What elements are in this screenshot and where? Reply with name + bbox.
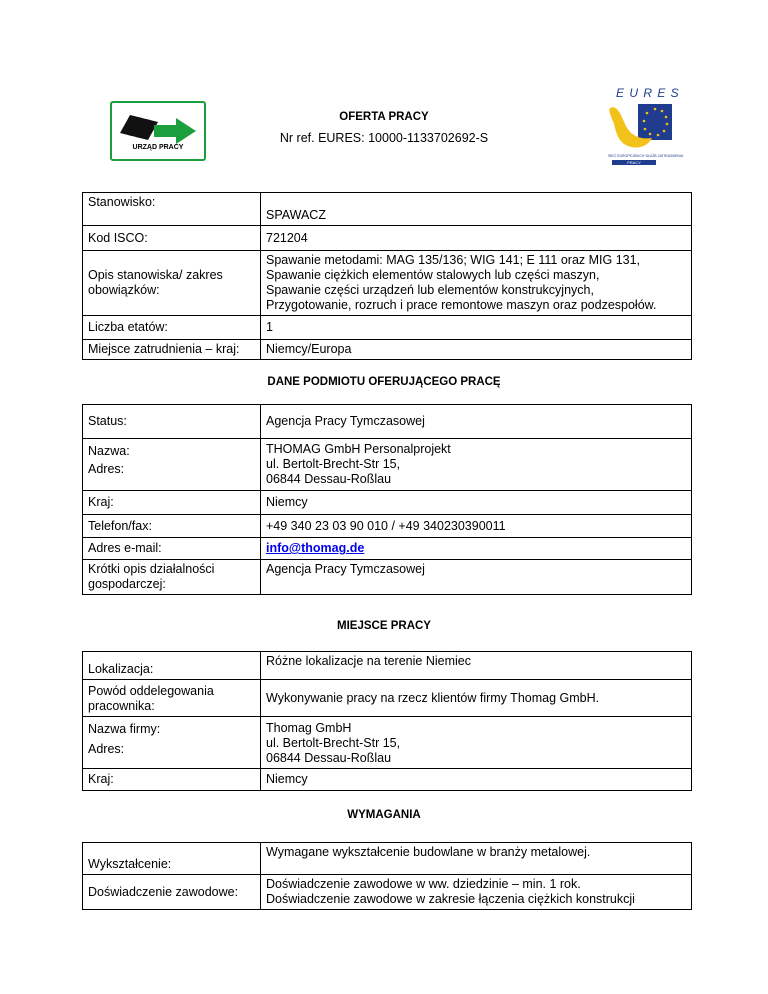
stanowisko-label: Stanowisko: (83, 193, 261, 226)
etaty-label: Liczba etatów: (83, 316, 261, 340)
telefon-label: Telefon/fax: (83, 515, 261, 538)
isco-label: Kod ISCO: (83, 226, 261, 251)
eures-logo-text: E U R E S (616, 86, 680, 100)
email-label: Adres e-mail: (83, 538, 261, 560)
address-line: 06844 Dessau-Roßlau (266, 751, 392, 765)
workplace-address (261, 717, 692, 769)
page-title: OFERTA PRACY (339, 111, 429, 123)
table-row (83, 652, 692, 680)
doswiadczenie-line: Doświadczenie zawodowe w ww. dziedzinie – min. 1 rok. (266, 877, 581, 891)
table-row (83, 680, 692, 717)
doswiadczenie-line: Doświadczenie zawodowe w zakresie łączenia ciężkich konstrukcji (266, 892, 635, 906)
eures-logo (602, 86, 682, 168)
table-row (83, 769, 692, 791)
opis-line: Spawanie części urządzeń lub elementów konstrukcyjnych, (266, 283, 594, 297)
table-row (83, 251, 692, 316)
lokalizacja-value: Różne lokalizacje na terenie Niemiec (261, 652, 692, 680)
opis-line: Spawanie ciężkich elementów stalowych lub części maszyn, (266, 268, 600, 282)
kraj-value: Niemcy (261, 491, 692, 515)
table-row (83, 340, 692, 360)
firma-adres-label (83, 717, 261, 769)
status-label: Status: (83, 405, 261, 439)
workplace-table (82, 651, 692, 791)
kraj-label: Kraj: (83, 769, 261, 791)
employer-address (261, 439, 692, 491)
urzad-pracy-logo-text: URZĄD PRACY (132, 144, 184, 151)
table-row (83, 717, 692, 769)
telefon-value: +49 340 23 03 90 010 / +49 340230390011 (261, 515, 692, 538)
table-row (83, 491, 692, 515)
address-line: 06844 Dessau-Roßlau (266, 472, 392, 486)
table-row (83, 560, 692, 595)
kraj-label: Kraj: (83, 491, 261, 515)
table-row (83, 515, 692, 538)
doswiadczenie-label: Doświadczenie zawodowe: (83, 875, 261, 910)
table-row (83, 316, 692, 340)
job-table (82, 192, 692, 360)
workplace-heading: MIEJSCE PRACY (337, 620, 431, 632)
opis-dzialalnosci-value: Agencja Pracy Tymczasowej (261, 560, 692, 595)
requirements-table (82, 842, 692, 910)
table-row (83, 875, 692, 910)
opis-label: Opis stanowiska/ zakres obowiązków: (83, 251, 261, 316)
nazwa-adres-label (83, 439, 261, 491)
etaty-value: 1 (261, 316, 692, 340)
wyksztalcenie-label: Wykształcenie: (83, 843, 261, 875)
powod-value: Wykonywanie pracy na rzecz klientów firmy Thomag GmbH. (261, 680, 692, 717)
table-row (83, 538, 692, 560)
adres-label: Adres: (88, 742, 125, 756)
stanowisko-value: SPAWACZ (261, 193, 692, 226)
table-row (83, 226, 692, 251)
address-line: ul. Bertolt-Brecht-Str 15, (266, 457, 401, 471)
address-line: Thomag GmbH (266, 721, 352, 735)
miejsce-label: Miejsce zatrudnienia – kraj: (83, 340, 261, 360)
status-value: Agencja Pracy Tymczasowej (261, 405, 692, 439)
email-link[interactable]: info@thomag.de (266, 541, 365, 555)
nazwa-label: Nazwa: (88, 444, 130, 458)
requirements-heading: WYMAGANIA (347, 809, 421, 821)
reference-number: Nr ref. EURES: 10000-1133702692-S (279, 131, 489, 145)
table-row (83, 439, 692, 491)
eures-sub-bar (612, 160, 656, 165)
email-cell (261, 538, 692, 560)
lokalizacja-label: Lokalizacja: (83, 652, 261, 680)
employer-table (82, 404, 692, 595)
powod-label: Powód oddelegowania pracownika: (83, 680, 261, 717)
kraj-value: Niemcy (261, 769, 692, 791)
eures-sub-bar-text: PRACY (627, 160, 641, 165)
address-line: THOMAG GmbH Personalprojekt (266, 442, 451, 456)
doswiadczenie-value (261, 875, 692, 910)
opis-line: Przygotowanie, rozruch i prace remontowe maszyn oraz podzespołów. (266, 298, 657, 312)
wyksztalcenie-value: Wymagane wykształcenie budowlane w branży metalowej. (261, 843, 692, 875)
table-row (83, 193, 692, 226)
opis-dzialalnosci-label: Krótki opis działalności gospodarczej: (83, 560, 261, 595)
employer-heading: DANE PODMIOTU OFERUJĄCEGO PRACĘ (267, 376, 501, 388)
isco-value: 721204 (261, 226, 692, 251)
opis-value (261, 251, 692, 316)
table-row (83, 405, 692, 439)
opis-line: Spawanie metodami: MAG 135/136; WIG 141; E 111 oraz MIG 131, (266, 253, 641, 267)
firma-label: Nazwa firmy: (88, 722, 161, 736)
eures-sub-text: SIEĆ EUROPEJSKICH SŁUŻB ZATRUDNIENIA (608, 154, 684, 158)
miejsce-value: Niemcy/Europa (261, 340, 692, 360)
address-line: ul. Bertolt-Brecht-Str 15, (266, 736, 401, 750)
adres-label: Adres: (88, 462, 125, 476)
table-row (83, 843, 692, 875)
